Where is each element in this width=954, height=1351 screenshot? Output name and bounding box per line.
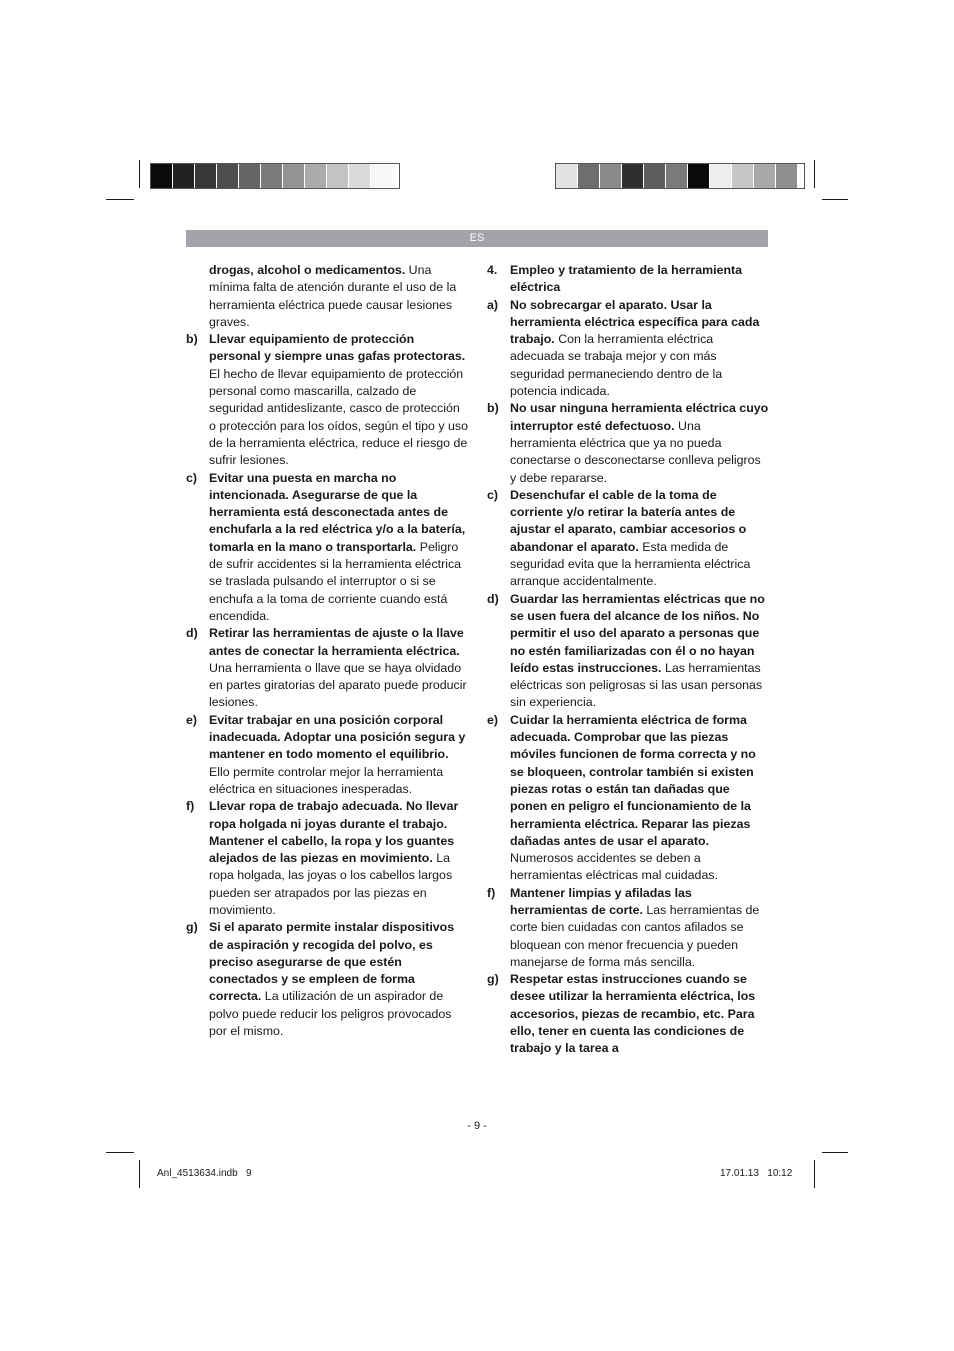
list-item xyxy=(186,919,468,1040)
item-label: d) xyxy=(487,591,499,606)
list-item xyxy=(186,262,468,331)
color-swatch xyxy=(283,164,305,188)
item-text: Peligro de sufrir accidentes si la herramienta eléctrica se traslada pulsando el interruptor o si se enchufa a la toma de corriente cuando está encendida. xyxy=(209,539,462,623)
item-text: Ello permite controlar mejor la herramienta eléctrica en situaciones inesperadas. xyxy=(209,764,444,796)
item-text: Una mínima falta de atención durante el uso de la herramienta eléctrica puede causar lesiones graves. xyxy=(209,263,457,329)
item-heading: Si el aparato permite instalar dispositivos de aspiración y recogida del polvo, es preciso asegurarse de que estén conectados y se empleen de forma correcta. xyxy=(209,920,455,1004)
item-heading: Desenchufar el cable de la toma de corriente y/o retirar la batería antes de ajustar el aparato, cambiar accesorios o abandonar el aparato. xyxy=(510,487,747,554)
list-item xyxy=(487,297,769,401)
item-label: b) xyxy=(487,401,499,416)
item-label: g) xyxy=(487,972,499,987)
item-heading: Respetar estas instrucciones cuando se desee utilizar la herramienta eléctrica, los accesorios, piezas de recambio, etc. Para ello, tener en cuenta las condiciones de trabajo y la tarea a xyxy=(510,972,756,1056)
item-heading: Cuidar la herramienta eléctrica de forma adecuada. Comprobar que las piezas móviles funcionen de forma correcta y no se bloqueen, controlar también si existen piezas rotas o están tan dañadas que ponen en peligro el funcionamiento de la herramienta eléctrica. Reparar las piezas dañadas antes de usar el aparato. xyxy=(510,712,756,848)
list-item xyxy=(487,487,769,591)
item-text: Numerosos accidentes se deben a herramientas eléctricas mal cuidadas. xyxy=(510,851,718,883)
list-item xyxy=(487,885,769,971)
list-item xyxy=(186,798,468,919)
item-label: c) xyxy=(487,487,499,502)
item-label: 4. xyxy=(487,263,498,277)
color-swatch xyxy=(666,164,688,188)
list-item xyxy=(186,712,468,798)
color-swatch xyxy=(371,164,393,188)
language-bar xyxy=(186,230,768,247)
item-label: c) xyxy=(186,470,198,485)
item-heading: Evitar trabajar en una posición corporal inadecuada. Adoptar una posición segura y mantener en todo momento el equilibrio. xyxy=(209,712,466,762)
page-number: - 9 - xyxy=(467,1120,487,1132)
color-swatch xyxy=(217,164,239,188)
item-text: Con la herramienta eléctrica adecuada se trabaja mejor y con más seguridad permaneciendo dentro de la potencia indicada. xyxy=(510,332,723,399)
right-color-strip xyxy=(556,164,798,188)
item-heading: Llevar equipamiento de protección personal y siempre unas gafas protectoras. xyxy=(209,332,466,364)
list-item xyxy=(186,625,468,711)
item-text: El hecho de llevar equipamiento de protección personal como mascarilla, calzado de seguridad antideslizante, casco de protección o protección para los oídos, según el tipo y uso de la herramienta eléctrica, reduce el riesgo de sufrir lesiones. xyxy=(209,366,468,468)
list-item xyxy=(487,712,769,885)
item-heading: Retirar las herramientas de ajuste o la llave antes de conectar la herramienta eléctrica. xyxy=(209,626,464,658)
color-swatch xyxy=(578,164,600,188)
item-label: b) xyxy=(186,332,198,347)
color-swatch xyxy=(622,164,644,188)
item-heading: Empleo y tratamiento de la herramienta eléctrica xyxy=(510,263,743,295)
color-swatch xyxy=(556,164,578,188)
item-label: e) xyxy=(487,712,499,727)
item-heading: Guardar las herramientas eléctricas que no se usen fuera del alcance de los niños. No permitir el uso del aparato a personas que no estén familiarizadas con él o no hayan leído estas instrucciones. xyxy=(510,591,765,675)
item-label: g) xyxy=(186,920,198,935)
crop-mark xyxy=(139,160,140,188)
item-label: f) xyxy=(487,885,496,900)
left-color-strip xyxy=(151,164,393,188)
crop-mark xyxy=(814,160,815,188)
color-swatch xyxy=(600,164,622,188)
left-column xyxy=(186,262,468,1040)
crop-mark xyxy=(822,199,848,200)
color-swatch xyxy=(195,164,217,188)
color-swatch xyxy=(151,164,173,188)
item-heading: No usar ninguna herramienta eléctrica cuyo interruptor esté defectuoso. xyxy=(510,401,769,433)
item-heading: No sobrecargar el aparato. Usar la herramienta eléctrica específica para cada trabajo. xyxy=(510,297,760,347)
color-swatch xyxy=(239,164,261,188)
color-swatch xyxy=(173,164,195,188)
footer-datetime: 17.01.13 10:12 xyxy=(720,1168,793,1179)
list-item xyxy=(487,400,769,486)
color-swatch xyxy=(754,164,776,188)
language-label: ES xyxy=(469,232,485,244)
list-item xyxy=(186,331,468,469)
item-label: f) xyxy=(186,799,195,814)
item-text: Las herramientas eléctricas son peligrosas si las usan personas sin experiencia. xyxy=(510,660,763,710)
color-swatch xyxy=(644,164,666,188)
item-heading: Evitar una puesta en marcha no intencionada. Asegurarse de que la herramienta está desconectada antes de enchufarla a la red eléctrica y/o a la batería, tomarla en la mano o transportarla. xyxy=(209,470,466,554)
crop-mark xyxy=(139,1160,140,1188)
list-item xyxy=(487,262,769,297)
list-item xyxy=(186,470,468,626)
item-heading: Llevar ropa de trabajo adecuada. No llevar ropa holgada ni joyas durante el trabajo. Mantener el cabello, la ropa y los guantes alejados de las piezas en movimiento. xyxy=(209,799,459,866)
color-swatch xyxy=(710,164,732,188)
item-label: e) xyxy=(186,712,198,727)
list-item xyxy=(487,591,769,712)
list-item xyxy=(487,971,769,1057)
color-swatch xyxy=(305,164,327,188)
item-text: Las herramientas de corte bien cuidadas con cantos afilados se bloquean con menor frecuencia y pueden manejarse de forma más sencilla. xyxy=(510,902,760,969)
item-text: Una herramienta eléctrica que ya no pueda conectarse o desconectarse conlleva peligros y debe repararse. xyxy=(510,418,761,485)
item-heading: drogas, alcohol o medicamentos. xyxy=(209,263,406,277)
color-swatch xyxy=(349,164,371,188)
crop-mark xyxy=(822,1152,848,1153)
crop-mark xyxy=(106,199,134,200)
color-swatch xyxy=(327,164,349,188)
item-text: Esta medida de seguridad evita que la herramienta eléctrica arranque accidentalmente. xyxy=(510,539,751,589)
item-label: d) xyxy=(186,626,198,641)
crop-mark xyxy=(814,1160,815,1188)
item-text: La ropa holgada, las joyas o los cabellos largos pueden ser atrapados por las piezas en movimiento. xyxy=(209,851,453,917)
item-heading: Mantener limpias y afiladas las herramientas de corte. xyxy=(510,885,692,917)
color-swatch xyxy=(776,164,798,188)
item-text: Una herramienta o llave que se haya olvidado en partes giratorias del aparato puede producir lesiones. xyxy=(209,660,467,710)
footer-file: Anl_4513634.indb 9 xyxy=(157,1168,252,1179)
color-swatch xyxy=(261,164,283,188)
crop-mark xyxy=(106,1152,134,1153)
right-column xyxy=(487,262,769,1058)
color-swatch xyxy=(732,164,754,188)
item-label: a) xyxy=(487,297,499,312)
item-text: La utilización de un aspirador de polvo puede reducir los peligros provocados por el mismo. xyxy=(209,989,452,1039)
color-swatch xyxy=(688,164,710,188)
